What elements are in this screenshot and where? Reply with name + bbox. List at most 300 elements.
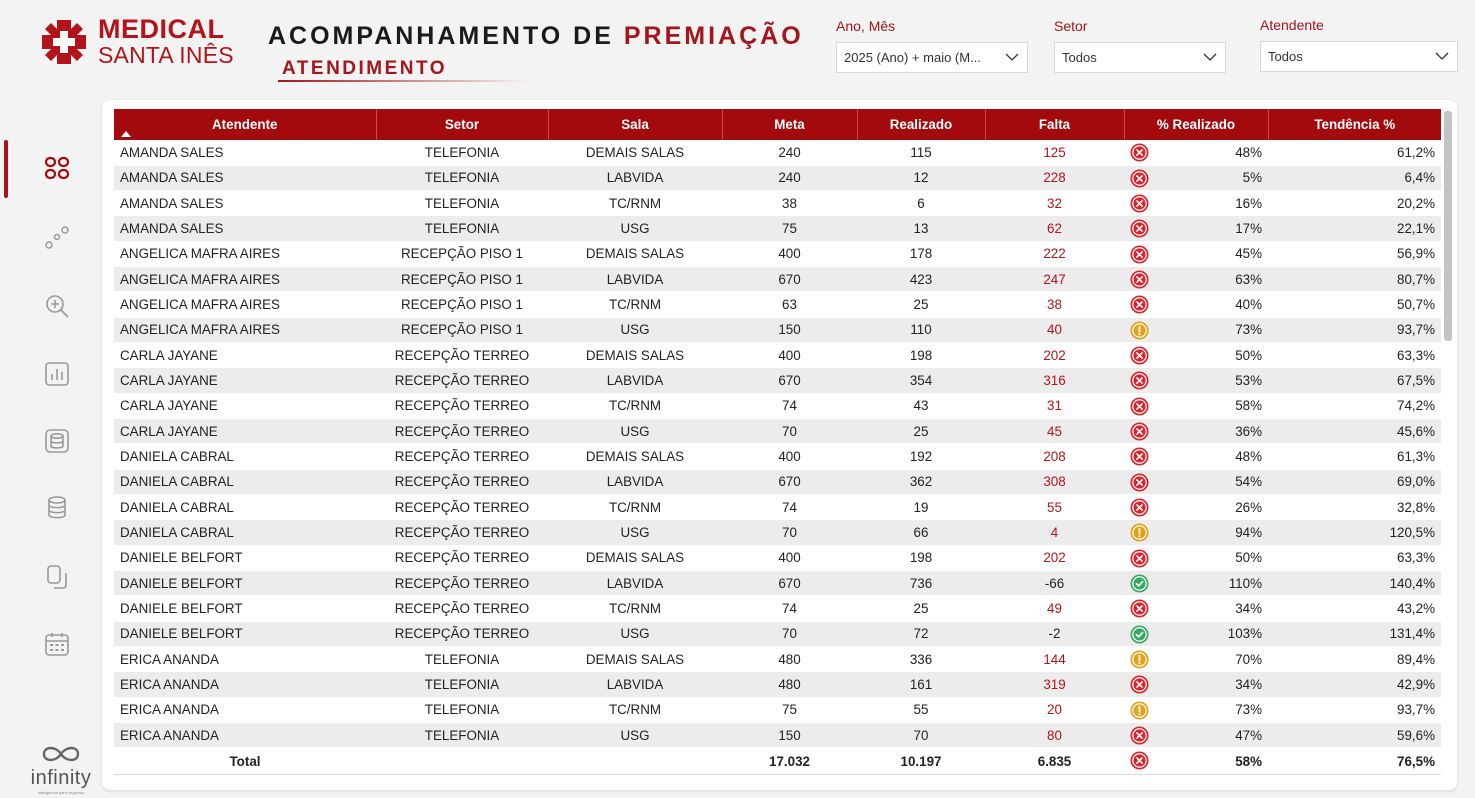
cell-atendente: AMANDA SALES	[114, 165, 376, 190]
cell-tendencia: 32,8%	[1268, 495, 1441, 520]
cell-meta: 74	[722, 393, 857, 418]
status-fail-icon	[1130, 473, 1149, 492]
cell-tendencia: 59,6%	[1268, 723, 1441, 748]
nav-calendar[interactable]	[40, 627, 74, 661]
cell-tendencia: 45,6%	[1268, 419, 1441, 444]
cell-meta: 70	[722, 419, 857, 444]
cell-sala: TC/RNM	[548, 596, 722, 621]
status-fail-icon	[1130, 194, 1149, 213]
cell-tendencia: 89,4%	[1268, 647, 1441, 672]
cell-setor: TELEFONIA	[376, 165, 548, 190]
table-body	[114, 140, 1441, 748]
cell-atendente: ANGELICA MAFRA AIRES	[114, 267, 376, 292]
page-subtitle: ATENDIMENTO	[282, 58, 448, 79]
cell-atendente: ERICA ANANDA	[114, 672, 376, 697]
cell-falta: 125	[985, 140, 1124, 165]
cell-tendencia: 6,4%	[1268, 165, 1441, 190]
cell-falta: 80	[985, 723, 1124, 748]
cell-setor: RECEPÇÃO TERREO	[376, 469, 548, 494]
total-sala	[548, 748, 722, 775]
cell-pct-realizado	[1124, 469, 1268, 494]
cell-pct-value: 73%	[1235, 322, 1262, 338]
cell-meta: 240	[722, 165, 857, 190]
copy-icon	[44, 564, 70, 590]
cell-falta: 202	[985, 343, 1124, 368]
table-row[interactable]	[114, 191, 1441, 216]
chevron-down-icon	[1435, 52, 1449, 61]
cell-sala: USG	[548, 317, 722, 342]
infinity-brand-name: infinity	[30, 767, 92, 789]
status-fail-icon	[1130, 498, 1149, 517]
scatter-icon	[44, 225, 70, 251]
cell-pct-value: 53%	[1235, 373, 1262, 389]
cell-setor: TELEFONIA	[376, 191, 548, 216]
cell-realizado: 736	[857, 571, 985, 596]
cell-realizado: 198	[857, 545, 985, 570]
logo-line2: SANTA INÊS	[98, 42, 234, 68]
attendance-table	[114, 109, 1441, 775]
cell-falta: 32	[985, 191, 1124, 216]
attendance-table-panel	[102, 100, 1457, 790]
cell-sala: DEMAIS SALAS	[548, 140, 722, 165]
cell-pct-realizado	[1124, 267, 1268, 292]
nav-database-doc[interactable]	[40, 424, 74, 458]
cell-tendencia: 80,7%	[1268, 267, 1441, 292]
cell-setor: RECEPÇÃO TERREO	[376, 545, 548, 570]
cell-pct-value: 5%	[1242, 170, 1262, 186]
status-fail-icon	[1130, 371, 1149, 390]
cell-realizado: 19	[857, 495, 985, 520]
cell-setor: TELEFONIA	[376, 697, 548, 722]
cell-tendencia: 120,5%	[1268, 520, 1441, 545]
infinity-logo-icon	[38, 742, 84, 766]
col-realizado[interactable]: Realizado	[857, 109, 985, 140]
cell-pct-value: 48%	[1235, 449, 1262, 465]
cell-atendente: DANIELE BELFORT	[114, 621, 376, 646]
col-pct-realizado[interactable]: % Realizado	[1124, 109, 1268, 140]
cell-falta: -66	[985, 571, 1124, 596]
calendar-icon	[44, 631, 70, 657]
cell-meta: 400	[722, 241, 857, 266]
database-icon	[44, 495, 70, 521]
cell-pct-value: 63%	[1235, 271, 1262, 287]
cell-falta: 49	[985, 596, 1124, 621]
cell-realizado: 110	[857, 317, 985, 342]
cell-pct-value: 94%	[1235, 525, 1262, 541]
cell-atendente: CARLA JAYANE	[114, 419, 376, 444]
cell-setor: RECEPÇÃO TERREO	[376, 520, 548, 545]
cell-meta: 670	[722, 571, 857, 596]
cell-realizado: 43	[857, 393, 985, 418]
cell-tendencia: 93,7%	[1268, 317, 1441, 342]
status-warning-icon	[1130, 321, 1149, 340]
table-row[interactable]	[114, 469, 1441, 494]
cell-falta: 20	[985, 697, 1124, 722]
nav-database[interactable]	[40, 491, 74, 525]
cell-meta: 74	[722, 495, 857, 520]
cell-sala: TC/RNM	[548, 393, 722, 418]
table-row[interactable]	[114, 723, 1441, 748]
cell-setor: RECEPÇÃO PISO 1	[376, 292, 548, 317]
cell-sala: TC/RNM	[548, 697, 722, 722]
cell-tendencia: 74,2%	[1268, 393, 1441, 418]
cell-pct-realizado	[1124, 165, 1268, 190]
filter-ano-mes-label: Ano, Mês	[836, 18, 896, 34]
cell-falta: 62	[985, 216, 1124, 241]
cell-falta: -2	[985, 621, 1124, 646]
cell-realizado: 66	[857, 520, 985, 545]
table-scrollbar-thumb[interactable]	[1444, 111, 1452, 341]
cell-falta: 144	[985, 647, 1124, 672]
cell-pct-realizado	[1124, 444, 1268, 469]
cell-atendente: DANIELA CABRAL	[114, 444, 376, 469]
table-row[interactable]	[114, 368, 1441, 393]
cell-falta: 208	[985, 444, 1124, 469]
cell-tendencia: 67,5%	[1268, 368, 1441, 393]
cell-meta: 75	[722, 216, 857, 241]
cell-tendencia: 22,1%	[1268, 216, 1441, 241]
cell-pct-realizado	[1124, 621, 1268, 646]
cell-tendencia: 131,4%	[1268, 621, 1441, 646]
cell-meta: 400	[722, 545, 857, 570]
cell-pct-value: 73%	[1235, 702, 1262, 718]
cell-realizado: 336	[857, 647, 985, 672]
title-accent: PREMIAÇÃO	[623, 22, 804, 50]
cell-sala: TC/RNM	[548, 495, 722, 520]
cell-tendencia: 63,3%	[1268, 545, 1441, 570]
total-pct-realizado	[1124, 748, 1268, 775]
cell-setor: RECEPÇÃO TERREO	[376, 621, 548, 646]
nav-scatter[interactable]	[40, 221, 74, 255]
cell-falta: 222	[985, 241, 1124, 266]
filter-ano-mes	[836, 18, 1028, 73]
table-row[interactable]	[114, 140, 1441, 165]
cell-meta: 75	[722, 697, 857, 722]
table-row[interactable]	[114, 621, 1441, 646]
table-row[interactable]	[114, 647, 1441, 672]
filter-atendente-value: Todos	[1268, 49, 1303, 64]
cell-setor: RECEPÇÃO TERREO	[376, 444, 548, 469]
nav-overview[interactable]	[40, 151, 74, 185]
cell-meta: 38	[722, 191, 857, 216]
cell-meta: 670	[722, 368, 857, 393]
col-falta[interactable]: Falta	[985, 109, 1124, 140]
cell-realizado: 55	[857, 697, 985, 722]
cell-atendente: DANIELA CABRAL	[114, 520, 376, 545]
cell-atendente: ANGELICA MAFRA AIRES	[114, 241, 376, 266]
table-header-row	[114, 109, 1441, 140]
cell-realizado: 13	[857, 216, 985, 241]
cell-pct-value: 50%	[1235, 550, 1262, 566]
cell-pct-realizado	[1124, 368, 1268, 393]
cell-atendente: DANIELE BELFORT	[114, 596, 376, 621]
status-warning-icon	[1130, 523, 1149, 542]
table-row[interactable]	[114, 596, 1441, 621]
cell-pct-realizado	[1124, 571, 1268, 596]
cell-setor: TELEFONIA	[376, 647, 548, 672]
cell-setor: RECEPÇÃO TERREO	[376, 571, 548, 596]
total-realizado: 10.197	[857, 748, 985, 775]
cell-tendencia: 42,9%	[1268, 672, 1441, 697]
cell-setor: TELEFONIA	[376, 216, 548, 241]
cell-pct-value: 26%	[1235, 499, 1262, 515]
cell-setor: RECEPÇÃO TERREO	[376, 393, 548, 418]
nav-bar-chart[interactable]	[40, 357, 74, 391]
cell-tendencia: 43,2%	[1268, 596, 1441, 621]
total-meta: 17.032	[722, 748, 857, 775]
cell-realizado: 25	[857, 419, 985, 444]
cell-setor: RECEPÇÃO TERREO	[376, 343, 548, 368]
cell-meta: 400	[722, 444, 857, 469]
cell-realizado: 192	[857, 444, 985, 469]
cell-meta: 670	[722, 267, 857, 292]
cell-setor: TELEFONIA	[376, 140, 548, 165]
cell-meta: 63	[722, 292, 857, 317]
status-fail-icon	[1130, 549, 1149, 568]
cell-falta: 4	[985, 520, 1124, 545]
cell-falta: 202	[985, 545, 1124, 570]
cell-pct-realizado	[1124, 419, 1268, 444]
status-fail-icon	[1130, 169, 1149, 188]
cell-atendente: ANGELICA MAFRA AIRES	[114, 292, 376, 317]
cell-pct-realizado	[1124, 292, 1268, 317]
table-row[interactable]	[114, 343, 1441, 368]
cell-falta: 247	[985, 267, 1124, 292]
table-row[interactable]	[114, 165, 1441, 190]
cell-realizado: 70	[857, 723, 985, 748]
cell-meta: 74	[722, 596, 857, 621]
cell-meta: 480	[722, 672, 857, 697]
cell-atendente: AMANDA SALES	[114, 140, 376, 165]
cell-atendente: ERICA ANANDA	[114, 647, 376, 672]
cell-setor: RECEPÇÃO TERREO	[376, 495, 548, 520]
cell-pct-value: 110%	[1228, 575, 1262, 591]
status-warning-icon	[1130, 650, 1149, 669]
status-fail-icon	[1130, 270, 1149, 289]
cell-meta: 150	[722, 317, 857, 342]
table-row[interactable]	[114, 267, 1441, 292]
status-fail-icon	[1130, 751, 1149, 770]
cell-atendente: ANGELICA MAFRA AIRES	[114, 317, 376, 342]
cell-setor: RECEPÇÃO TERREO	[376, 419, 548, 444]
table-row[interactable]	[114, 317, 1441, 342]
cell-realizado: 72	[857, 621, 985, 646]
cell-realizado: 198	[857, 343, 985, 368]
table-row[interactable]	[114, 444, 1441, 469]
bar-chart-icon	[44, 361, 70, 387]
table-scrollbar[interactable]	[1444, 111, 1452, 751]
cell-atendente: DANIELE BELFORT	[114, 571, 376, 596]
cell-sala: LABVIDA	[548, 267, 722, 292]
filter-atendente-label: Atendente	[1260, 17, 1324, 33]
col-tendencia[interactable]: Tendência %	[1268, 109, 1441, 140]
cell-realizado: 25	[857, 292, 985, 317]
cell-pct-value: 45%	[1235, 246, 1262, 262]
nav-copy[interactable]	[40, 560, 74, 594]
table-row[interactable]	[114, 393, 1441, 418]
zoom-icon	[44, 293, 70, 319]
cell-setor: RECEPÇÃO PISO 1	[376, 241, 548, 266]
database-doc-icon	[44, 428, 70, 454]
cell-tendencia: 61,2%	[1268, 140, 1441, 165]
filter-atendente-dropdown[interactable]	[1260, 41, 1458, 72]
cell-pct-realizado	[1124, 672, 1268, 697]
cell-realizado: 423	[857, 267, 985, 292]
table-row[interactable]	[114, 672, 1441, 697]
cell-tendencia: 56,9%	[1268, 241, 1441, 266]
filter-setor-value: Todos	[1062, 50, 1097, 65]
col-atendente-label: Atendente	[212, 117, 278, 132]
subtitle-underline	[278, 80, 528, 82]
cell-realizado: 362	[857, 469, 985, 494]
cell-pct-realizado	[1124, 520, 1268, 545]
cell-pct-realizado	[1124, 393, 1268, 418]
chevron-down-icon	[1203, 53, 1217, 62]
cell-sala: DEMAIS SALAS	[548, 545, 722, 570]
status-ok-icon	[1130, 574, 1149, 593]
filter-setor-label: Setor	[1054, 18, 1088, 34]
cell-realizado: 115	[857, 140, 985, 165]
status-fail-icon	[1130, 143, 1149, 162]
col-setor[interactable]: Setor	[376, 109, 548, 140]
cell-sala: USG	[548, 216, 722, 241]
cell-tendencia: 140,4%	[1268, 571, 1441, 596]
cell-tendencia: 50,7%	[1268, 292, 1441, 317]
cell-sala: USG	[548, 621, 722, 646]
cell-sala: TC/RNM	[548, 191, 722, 216]
cell-pct-realizado	[1124, 596, 1268, 621]
table-row[interactable]	[114, 697, 1441, 722]
cell-meta: 70	[722, 621, 857, 646]
filter-ano-mes-dropdown[interactable]	[836, 42, 1028, 73]
cell-tendencia: 63,3%	[1268, 343, 1441, 368]
status-fail-icon	[1130, 726, 1149, 745]
medical-cross-icon	[40, 18, 88, 66]
cell-pct-value: 70%	[1235, 651, 1262, 667]
cell-sala: DEMAIS SALAS	[548, 241, 722, 266]
cell-realizado: 354	[857, 368, 985, 393]
total-label: Total	[114, 748, 376, 775]
cell-pct-realizado	[1124, 723, 1268, 748]
cell-falta: 316	[985, 368, 1124, 393]
cell-meta: 150	[722, 723, 857, 748]
cell-pct-value: 16%	[1235, 195, 1262, 211]
table-total-row	[114, 748, 1441, 775]
title-prefix: ACOMPANHAMENTO DE	[268, 22, 614, 50]
cell-setor: RECEPÇÃO PISO 1	[376, 317, 548, 342]
cell-tendencia: 69,0%	[1268, 469, 1441, 494]
cell-pct-value: 17%	[1235, 221, 1262, 237]
cell-realizado: 6	[857, 191, 985, 216]
cell-sala: TC/RNM	[548, 292, 722, 317]
status-fail-icon	[1130, 397, 1149, 416]
total-setor	[376, 748, 548, 775]
cell-sala: LABVIDA	[548, 368, 722, 393]
status-warning-icon	[1130, 701, 1149, 720]
cell-atendente: CARLA JAYANE	[114, 343, 376, 368]
cell-atendente: DANIELE BELFORT	[114, 545, 376, 570]
status-fail-icon	[1130, 422, 1149, 441]
table-row[interactable]	[114, 216, 1441, 241]
status-fail-icon	[1130, 346, 1149, 365]
col-meta[interactable]: Meta	[722, 109, 857, 140]
cell-atendente: CARLA JAYANE	[114, 393, 376, 418]
cell-sala: USG	[548, 419, 722, 444]
cell-setor: RECEPÇÃO TERREO	[376, 596, 548, 621]
cell-atendente: AMANDA SALES	[114, 216, 376, 241]
col-atendente[interactable]	[114, 109, 376, 140]
cell-falta: 31	[985, 393, 1124, 418]
cell-meta: 480	[722, 647, 857, 672]
cell-tendencia: 61,3%	[1268, 444, 1441, 469]
status-fail-icon	[1130, 245, 1149, 264]
cell-pct-value: 36%	[1235, 423, 1262, 439]
table-row[interactable]	[114, 419, 1441, 444]
cell-pct-realizado	[1124, 140, 1268, 165]
cell-setor: TELEFONIA	[376, 723, 548, 748]
status-fail-icon	[1130, 447, 1149, 466]
cell-meta: 240	[722, 140, 857, 165]
col-sala[interactable]: Sala	[548, 109, 722, 140]
cell-sala: DEMAIS SALAS	[548, 444, 722, 469]
status-fail-icon	[1130, 219, 1149, 238]
cell-falta: 40	[985, 317, 1124, 342]
cell-atendente: ERICA ANANDA	[114, 723, 376, 748]
filter-setor-dropdown[interactable]	[1054, 42, 1226, 73]
cell-falta: 38	[985, 292, 1124, 317]
cell-pct-realizado	[1124, 191, 1268, 216]
table-row[interactable]	[114, 292, 1441, 317]
cell-setor: TELEFONIA	[376, 672, 548, 697]
cell-meta: 670	[722, 469, 857, 494]
cell-sala: LABVIDA	[548, 672, 722, 697]
cell-falta: 308	[985, 469, 1124, 494]
table-row[interactable]	[114, 495, 1441, 520]
total-falta: 6.835	[985, 748, 1124, 775]
cell-tendencia: 20,2%	[1268, 191, 1441, 216]
table-row[interactable]	[114, 571, 1441, 596]
nav-active-indicator	[4, 140, 8, 198]
cell-sala: USG	[548, 723, 722, 748]
table-row[interactable]	[114, 520, 1441, 545]
infinity-brand	[26, 742, 96, 795]
cell-realizado: 178	[857, 241, 985, 266]
filter-ano-mes-value: 2025 (Ano) + maio (M...	[844, 50, 981, 65]
status-fail-icon	[1130, 599, 1149, 618]
cell-pct-realizado	[1124, 317, 1268, 342]
table-row[interactable]	[114, 545, 1441, 570]
table-row[interactable]	[114, 241, 1441, 266]
cell-falta: 319	[985, 672, 1124, 697]
status-fail-icon	[1130, 295, 1149, 314]
sort-asc-icon	[121, 131, 131, 137]
cell-pct-value: 48%	[1235, 144, 1262, 160]
company-logo	[40, 16, 240, 66]
infinity-brand-tagline: inteligência para negócios	[37, 790, 85, 795]
cell-falta: 228	[985, 165, 1124, 190]
cell-sala: USG	[548, 520, 722, 545]
cell-pct-value: 54%	[1235, 474, 1262, 490]
cell-realizado: 161	[857, 672, 985, 697]
status-fail-icon	[1130, 675, 1149, 694]
cell-pct-realizado	[1124, 647, 1268, 672]
cell-pct-value: 47%	[1235, 727, 1262, 743]
cell-pct-value: 58%	[1235, 398, 1262, 414]
cell-realizado: 12	[857, 165, 985, 190]
cell-setor: RECEPÇÃO PISO 1	[376, 267, 548, 292]
cell-pct-realizado	[1124, 216, 1268, 241]
nav-zoom[interactable]	[40, 289, 74, 323]
